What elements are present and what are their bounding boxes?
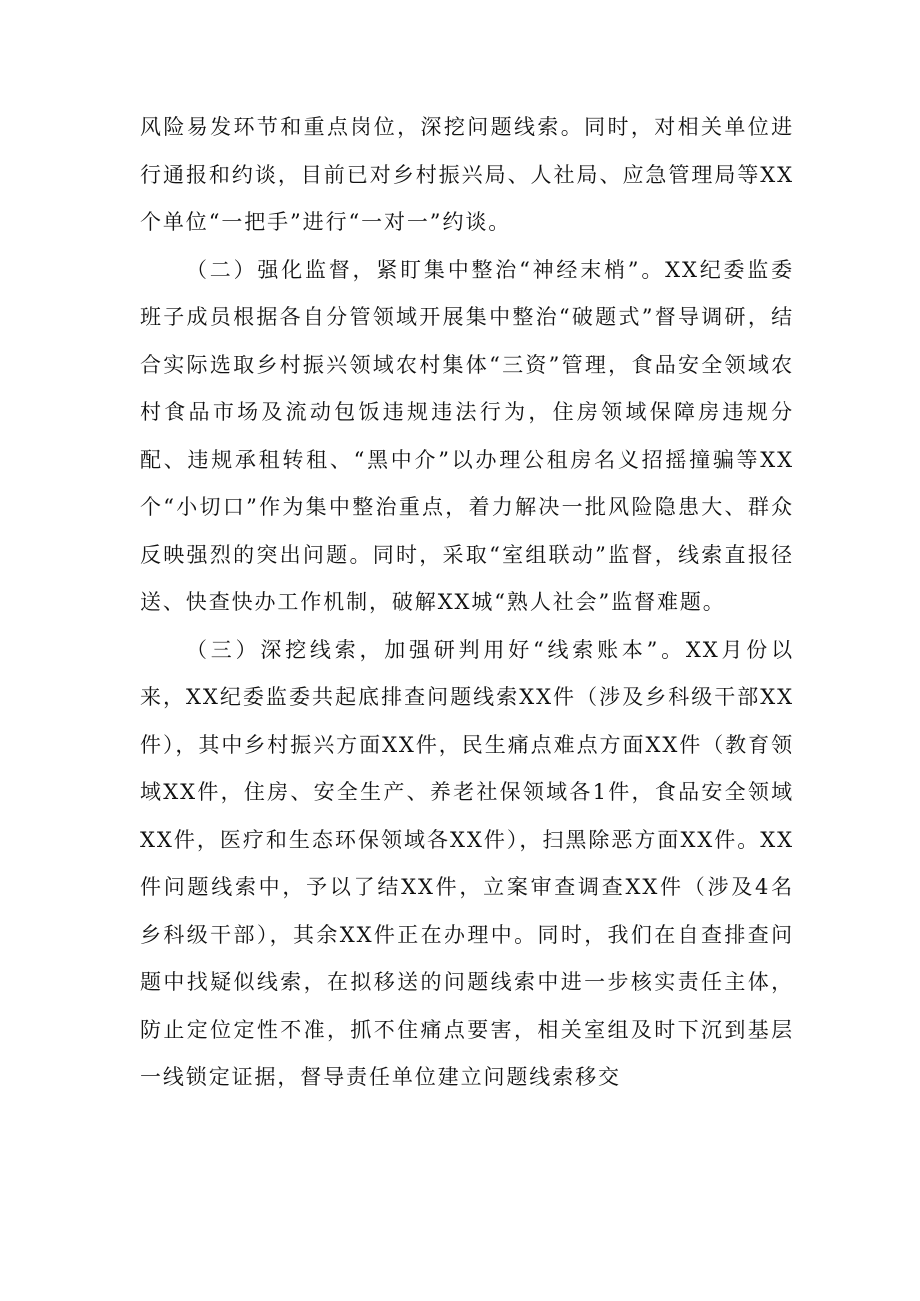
paragraph-continuation: 风险易发环节和重点岗位，深挖问题线索。同时，对相关单位进行通报和约谈，目前已对乡村振兴局、人社局、应急管理局等XX个单位“一把手”进行“一对一”约谈。 [140, 115, 794, 234]
document-body [140, 104, 794, 1102]
paragraph-section-two: （二）强化监督，紧盯集中整治“神经末梢”。XX纪委监委班子成员根据各自分管领域开展集中整治“破题式”督导调研，结合实际选取乡村振兴领域农村集体“三资”管理，食品安全领域农村食品市场及流动包饭违规违法行为，住房领域保障房违规分配、违规承租转租、“黑中介”以办理公租房名义招摇撞骗等XX个“小切口”作为集中整治重点，着力解决一批风险隐患大、群众反映强烈的突出问题。同时，采取“室组联动”监督，线索直报径送、快查快办工作机制，破解XX城“熟人社会”监督难题。 [140, 257, 794, 614]
paragraph-section-three: （三）深挖线索，加强研判用好“线索账本”。XX月份以来，XX纪委监委共起底排查问题线索XX件（涉及乡科级干部XX件），其中乡村振兴方面XX件，民生痛点难点方面XX件（教育领域XX件，住房、安全生产、养老社保领域各1件，食品安全领域XX件，医疗和生态环保领域各XX件），扫黑除恶方面XX件。XX件问题线索中，予以了结XX件，立案审查调查XX件（涉及4名乡科级干部），其余XX件正在办理中。同时，我们在自查排查问题中找疑似线索，在拟移送的问题线索中进一步核实责任主体，防止定位定性不准，抓不住痛点要害，相关室组及时下沉到基层一线锁定证据，督导责任单位建立问题线索移交 [140, 637, 794, 1089]
